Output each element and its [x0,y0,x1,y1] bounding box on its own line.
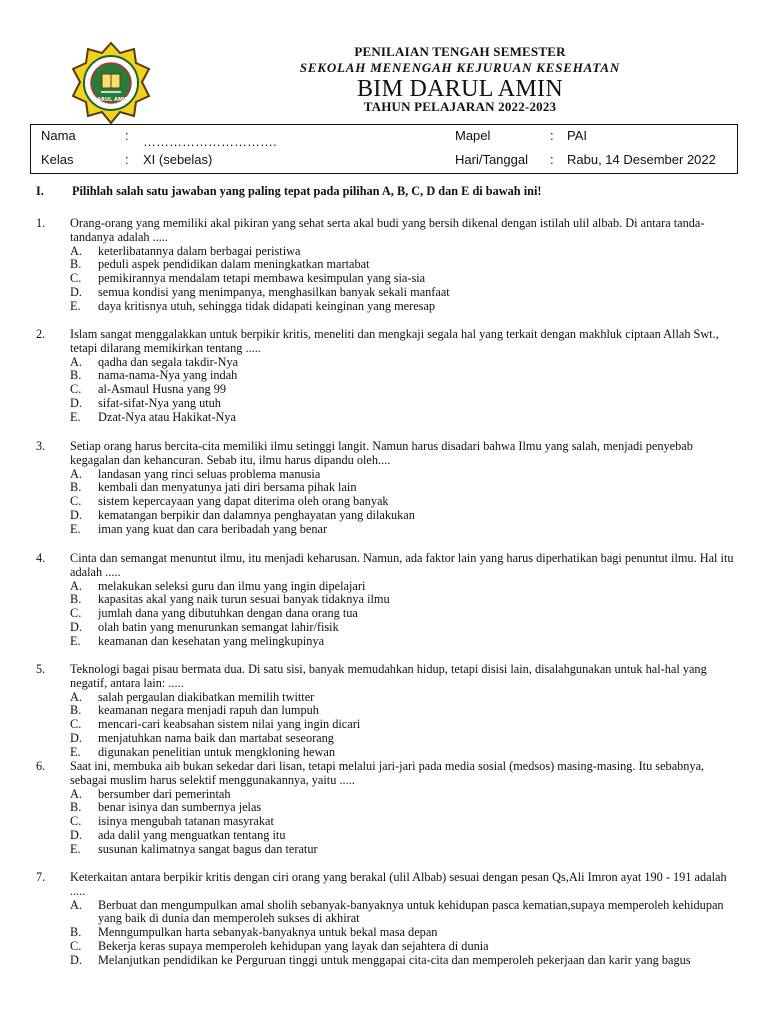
option-text: Menngumpulkan harta sebanyak-banyaknya untuk bekal masa depan [98,925,438,940]
option-c[interactable] [70,940,736,954]
student-identity-box [30,124,738,174]
option-text: ada dalil yang menguatkan tentang itu [98,827,286,842]
option-text: isinya mengubah tatanan masyrakat [98,814,274,829]
question-stem: Islam sangat menggalakkan untuk berpikir kritis, meneliti dan mengkaji segala hal yang terkait dengan makhluk ciptaan Allah Swt., tetapi dilarang memikirkan tentang ..... [70,327,719,355]
option-a[interactable] [70,691,736,705]
option-c[interactable] [70,607,736,621]
option-b[interactable] [70,481,736,495]
option-d[interactable] [70,954,736,968]
option-label: A. [70,689,82,704]
option-label: C. [70,606,82,621]
option-e[interactable] [70,635,736,649]
option-text: melakukan seleksi guru dan ilmu yang ingin dipelajari [98,578,366,593]
option-e[interactable] [70,300,736,314]
option-label: E. [70,841,81,856]
option-d[interactable] [70,286,736,300]
question-number: 7. [36,870,46,884]
option-text: kembali dan menyatunya jati diri bersama pihak lain [98,480,357,495]
option-text: peduli aspek pendidikan dalam meningkatkan martabat [98,257,370,272]
option-text: benar isinya dan sumbernya jelas [98,800,262,815]
hari-value: Rabu, 14 Desember 2022 [567,152,716,167]
section-text: Pilihlah salah satu jawaban yang paling tepat pada pilihan A, B, C, D dan E di bawah ini! [72,184,542,198]
option-e[interactable] [70,843,736,857]
question-3 [36,440,736,537]
option-text: Berbuat dan mengumpulkan amal sholih sebanyak-banyaknya untuk kehidupan pasca kematian,supaya memperoleh kehidupan yang baik di dunia dan memperoleh sukses di akhirat [98,897,724,926]
option-text: keamanan negara menjadi rapuh dan lumpuh [98,703,319,718]
question-stem: Cinta dan semangat menuntut ilmu, itu menjadi keharusan. Namun, ada faktor lain yang harus diperhatikan bagi penuntut ilmu. Hal itu adalah ..... [70,551,734,579]
option-c[interactable] [70,383,736,397]
option-text: nama-nama-Nya yang indah [98,368,238,383]
option-label: D. [70,730,82,745]
kelas-label: Kelas [41,152,74,167]
option-b[interactable] [70,704,736,718]
option-label: A. [70,243,82,258]
hari-label: Hari/Tanggal [455,152,528,167]
question-number: 6. [36,759,46,773]
option-label: A. [70,578,82,593]
option-a[interactable] [70,788,736,802]
option-label: C. [70,494,82,509]
option-label: C. [70,717,82,732]
school-name: BIM DARUL AMIN [357,76,563,102]
option-label: B. [70,800,82,815]
option-text: Dzat-Nya atau Hakikat-Nya [98,409,236,424]
option-e[interactable] [70,523,736,537]
question-number: 2. [36,327,46,341]
option-label: C. [70,271,82,286]
option-b[interactable] [70,369,736,383]
option-text: keterlibatannya dalam berbagai peristiwa [98,243,301,258]
option-text: digunakan penelitian untuk mengkloning hewan [98,744,336,759]
option-a[interactable] [70,356,736,370]
question-number: 3. [36,439,46,453]
option-text: semua kondisi yang menimpanya, menghasilkan banyak sekali manfaat [98,284,450,299]
option-b[interactable] [70,258,736,272]
option-d[interactable] [70,732,736,746]
question-4 [36,552,736,649]
option-text: jumlah dana yang dibutuhkan dengan dana orang tua [98,606,358,621]
option-text: landasan yang rinci seluas problema manusia [98,466,321,481]
kelas-colon: : [125,152,129,167]
question-number: 1. [36,216,46,230]
option-label: B. [70,592,82,607]
option-text: iman yang kuat dan cara beribadah yang benar [98,521,328,536]
option-label: A. [70,354,82,369]
option-text: olah batin yang menurunkan semangat lahir/fisik [98,619,339,634]
logo-text: DARUL AMIN [93,97,129,103]
option-text: susunan kalimatnya sangat bagus dan teratur [98,841,318,856]
question-1 [36,217,736,314]
question-2 [36,328,736,425]
option-text: daya kritisnya utuh, sehingga tidak didapati keinginan yang meresap [98,298,436,313]
option-label: B. [70,703,82,718]
question-stem: Teknologi bagai pisau bermata dua. Di satu sisi, banyak memudahkan hidup, tetapi disisi lain, disalahgunakan untuk hal-hal yang negatif, antara lain: ..... [70,662,707,690]
option-label: B. [70,257,82,272]
option-label: D. [70,284,82,299]
option-label: E. [70,298,81,313]
kelas-value: XI (sebelas) [143,152,213,167]
option-text: pemikirannya mendalam tetapi membawa kesimpulan yang sia-sia [98,271,426,286]
mapel-value: PAI [567,128,587,143]
option-a[interactable] [70,245,736,259]
option-d[interactable] [70,397,736,411]
option-text: sifat-sifat-Nya yang utuh [98,395,221,410]
option-c[interactable] [70,718,736,732]
option-label: E. [70,744,81,759]
option-text: Bekerja keras supaya memperoleh kehidupan yang layak dan sejahtera di dunia [98,938,489,953]
exam-title: PENILAIAN TENGAH SEMESTER [354,44,566,59]
option-label: D. [70,395,82,410]
school-type: SEKOLAH MENENGAH KEJURUAN KESEHATAN [299,60,621,75]
option-d[interactable] [70,509,736,523]
question-5 [36,663,736,760]
option-text: salah pergaulan diakibatkan memilih twitter [98,689,315,704]
option-a[interactable] [70,899,736,927]
option-label: E. [70,633,81,648]
option-label: D. [70,619,82,634]
option-b[interactable] [70,593,736,607]
section-number: I. [36,184,44,198]
option-label: D. [70,952,82,967]
option-c[interactable] [70,495,736,509]
option-a[interactable] [70,580,736,594]
option-text: Melanjutkan pendidikan ke Perguruan tinggi untuk menggapai cita-cita dan memperoleh pekerjaan dan karir yang bagus [98,952,691,967]
option-b[interactable] [70,926,736,940]
option-b[interactable] [70,801,736,815]
option-label: E. [70,521,81,536]
option-label: E. [70,409,81,424]
question-6 [36,760,736,857]
nama-colon: : [125,128,129,143]
mapel-label: Mapel [455,128,491,143]
option-label: B. [70,925,82,940]
option-c[interactable] [70,815,736,829]
nama-field[interactable]: …………………………. [143,134,277,149]
mapel-colon: : [550,128,554,143]
option-text: keamanan dan kesehatan yang melingkupinya [98,633,325,648]
option-label: B. [70,368,82,383]
question-stem: Keterkaitan antara berpikir kritis dengan ciri orang yang berakal (ulil Albab) sesuai dengan pesan Qs,Ali Imron ayat 190 - 191 adalah ..... [70,870,727,898]
option-text: mencari-cari keabsahan sistem nilai yang ingin dicari [98,717,361,732]
option-e[interactable] [70,746,736,760]
option-text: sistem kepercayaan yang dapat diterima oleh orang banyak [98,494,389,509]
school-logo [68,40,154,126]
question-7 [36,871,736,968]
option-label: C. [70,938,82,953]
question-stem: Orang-orang yang memiliki akal pikiran yang sehat serta akal budi yang bersih dikenal dengan istilah ulil albab. Di antara tanda-tandanya adalah ..... [70,216,705,244]
option-text: kapasitas akal yang naik turun sesuai banyak tidaknya ilmu [98,592,390,607]
option-label: D. [70,827,82,842]
option-label: A. [70,466,82,481]
nama-label: Nama [41,128,76,143]
option-c[interactable] [70,272,736,286]
option-label: C. [70,814,82,829]
option-label: B. [70,480,82,495]
option-label: A. [70,897,82,912]
question-number: 4. [36,551,46,565]
option-text: kematangan berpikir dan dalamnya penghayatan yang dilakukan [98,507,415,522]
option-label: A. [70,786,82,801]
option-a[interactable] [70,468,736,482]
question-stem: Setiap orang harus bercita-cita memiliki ilmu setinggi langit. Namun harus disadari bahwa Ilmu yang salah, menjadi penyebab kegagalan dan kehancuran. Sebab itu, ilmu harus dipandu oleh.... [70,439,693,467]
option-text: bersumber dari pemerintah [98,786,231,801]
hari-colon: : [550,152,554,167]
question-stem: Saat ini, membuka aib bukan sekedar dari lisan, tetapi melalui jari-jari pada media sosial (medsos) masing-masing. Itu sebabnya, sebagai muslim harus selektif menggunakannya, yaitu ..... [70,759,705,787]
option-text: al-Asmaul Husna yang 99 [98,382,227,397]
option-label: D. [70,507,82,522]
option-d[interactable] [70,829,736,843]
option-text: qadha dan segala takdir-Nya [98,354,239,369]
option-e[interactable] [70,411,736,425]
academic-year: TAHUN PELAJARAN 2022-2023 [363,99,557,114]
option-text: menjatuhkan nama baik dan martabat seseorang [98,730,334,745]
question-number: 5. [36,662,46,676]
option-d[interactable] [70,621,736,635]
option-label: C. [70,382,82,397]
